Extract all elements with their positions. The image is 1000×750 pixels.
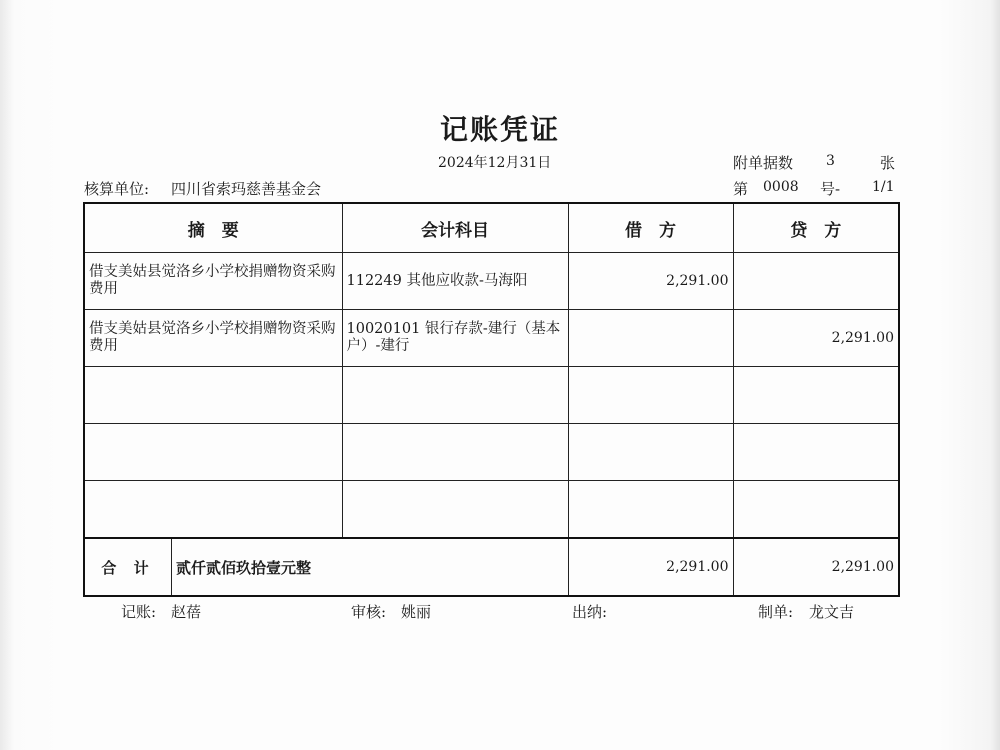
row-account: 112249 其他应收款-马海阳 xyxy=(342,253,568,310)
total-credit: 2,291.00 xyxy=(733,538,899,596)
accounting-unit-value: 四川省索玛慈善基金会 xyxy=(171,180,322,198)
attachment-unit: 张 xyxy=(880,154,896,172)
voucher-table xyxy=(83,202,900,597)
header-credit: 贷 方 xyxy=(733,203,899,253)
row-debit: 2,291.00 xyxy=(568,253,733,310)
row-debit xyxy=(568,367,733,424)
row-credit xyxy=(733,367,899,424)
table-row xyxy=(84,481,899,539)
row-credit xyxy=(733,253,899,310)
row-debit xyxy=(568,310,733,367)
row-summary: 借支美姑县觉洛乡小学校捐赠物资采购费用 xyxy=(84,253,342,310)
row-summary xyxy=(84,367,342,424)
header-summary: 摘 要 xyxy=(84,203,342,253)
attachment-label: 附单据数 xyxy=(733,154,794,172)
voucher-title: 记账凭证 xyxy=(439,113,560,146)
voucher-date: 2024年12月31日 xyxy=(438,155,552,171)
reviewer-name: 姚丽 xyxy=(401,603,432,621)
voucher-number: 0008 xyxy=(763,179,799,195)
row-credit xyxy=(733,424,899,481)
row-credit: 2,291.00 xyxy=(733,310,899,367)
cashier-label: 出纳: xyxy=(572,603,608,621)
table-header-row xyxy=(84,203,899,253)
total-label-wrap xyxy=(85,539,568,595)
row-summary xyxy=(84,424,342,481)
row-credit xyxy=(733,481,899,539)
total-row xyxy=(84,538,899,596)
total-cell xyxy=(84,538,568,596)
table-row xyxy=(84,367,899,424)
total-amount-in-words: 贰仟贰佰玖拾壹元整 xyxy=(176,558,312,577)
bookkeeper-label: 记账: xyxy=(121,603,157,621)
preparer-label: 制单: xyxy=(758,603,794,621)
total-label: 合 计 xyxy=(85,539,172,595)
row-account xyxy=(342,481,568,539)
attachment-count: 3 xyxy=(826,153,835,169)
row-debit xyxy=(568,424,733,481)
voucher-number-suffix: 号- xyxy=(820,180,841,198)
table-row xyxy=(84,310,899,367)
row-debit xyxy=(568,481,733,539)
accounting-unit-label: 核算单位: xyxy=(84,180,150,198)
row-account xyxy=(342,424,568,481)
bookkeeper-name: 赵蓓 xyxy=(171,603,202,621)
row-summary: 借支美姑县觉洛乡小学校捐赠物资采购费用 xyxy=(84,310,342,367)
voucher-page: 1/1 xyxy=(872,179,895,195)
header-account: 会计科目 xyxy=(342,203,568,253)
table-row xyxy=(84,253,899,310)
row-account: 10020101 银行存款-建行（基本户）-建行 xyxy=(342,310,568,367)
header-debit: 借 方 xyxy=(568,203,733,253)
preparer-name: 龙文吉 xyxy=(809,603,855,621)
row-account xyxy=(342,367,568,424)
total-debit: 2,291.00 xyxy=(568,538,733,596)
row-summary xyxy=(84,481,342,539)
voucher-number-prefix: 第 xyxy=(733,180,749,198)
table-row xyxy=(84,424,899,481)
reviewer-label: 审核: xyxy=(351,603,387,621)
